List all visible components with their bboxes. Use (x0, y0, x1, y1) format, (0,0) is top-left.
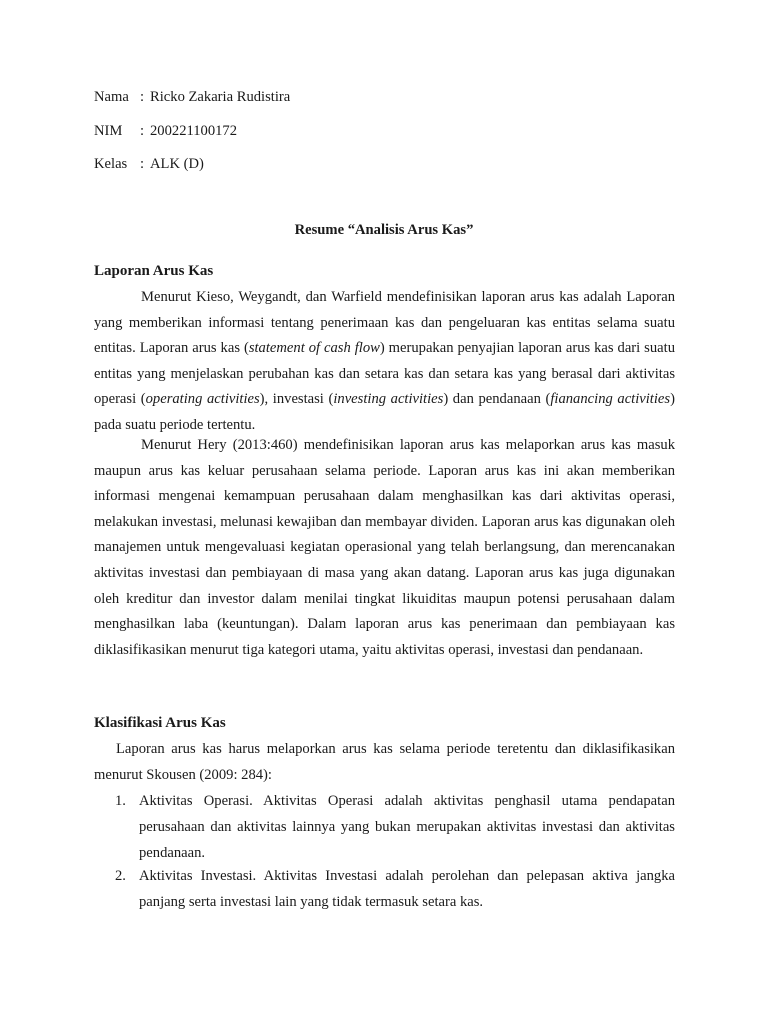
nama-value: Ricko Zakaria Rudistira (150, 89, 291, 105)
kelas-label: Kelas (94, 156, 128, 172)
kelas-separator: : (140, 156, 145, 172)
italic-term: fianancing activities (550, 391, 671, 408)
paragraph-kieso (94, 285, 675, 439)
list-item-2 (115, 863, 675, 915)
nim-separator: : (140, 123, 145, 139)
list-number: 1. (115, 793, 126, 809)
text-run: ), investasi ( (259, 391, 334, 408)
nim-value: 200221100172 (150, 123, 238, 139)
list-text: Aktivitas Investasi. Aktivitas Investasi adalah perolehan dan pelepasan aktiva jangka panjang serta investasi lain yang tidak termasuk setara kas. (139, 868, 675, 910)
ident-kelas (94, 155, 204, 173)
nama-label: Nama (94, 89, 129, 105)
paragraph-intro: Laporan arus kas harus melaporkan arus kas selama periode teretentu dan diklasifikasikan menurut Skousen (2009: 284): (94, 741, 675, 783)
italic-term: operating activities (145, 391, 260, 408)
document-title: Resume “Analisis Arus Kas” (294, 222, 474, 238)
text-run: Menurut Kieso, Weygandt, dan Warfield mendefinisikan laporan arus kas adalah Laporan yang memberikan informasi tentang penerimaan kas dan pengeluaran kas entitas selama suatu entitas. Laporan arus kas ( (94, 289, 675, 357)
paragraph-hery: Menurut Hery (2013:460) mendefinisikan laporan arus kas melaporkan arus kas masuk maupun arus kas keluar perusahaan selama periode. Laporan arus kas ini akan memberikan informasi mengenai kemampuan perusahaan dalam menghasilkan kas dari aktivitas operasi, melakukan investasi, melunasi kewajiban dan membayar dividen. Laporan arus kas digunakan oleh manajemen untuk mengevaluasi kegiatan operasional yang telah berlangsung, dan merencanakan aktivitas investasi dan pembiayaan di masa yang akan datang. Laporan arus kas juga digunakan oleh kreditur dan investor dalam menilai tingkat likuiditas maupun potensi perusahaan dalam menghasilkan laba (keuntungan). Dalam laporan arus kas penerimaan dan pembiayaan kas diklasifikasikan menurut tiga kategori utama, yaitu aktivitas operasi, investasi dan pendanaan. (94, 437, 675, 658)
ident-nim (94, 122, 237, 140)
nama-separator: : (140, 89, 145, 105)
list-text: Aktivitas Operasi. Aktivitas Operasi adalah aktivitas penghasil utama pendapatan perusahaan dan aktivitas lainnya yang bukan merupakan aktivitas investasi dan aktivitas pendanaan. (139, 793, 675, 861)
italic-term: investing activities (333, 391, 444, 408)
ident-nama (94, 88, 290, 106)
section-heading-klasifikasi: Klasifikasi Arus Kas (94, 715, 226, 731)
text-run: ) pada suatu periode tertentu. (94, 391, 675, 433)
section-heading-laporan: Laporan Arus Kas (94, 263, 214, 279)
kelas-value: ALK (D) (150, 156, 204, 172)
list-number: 2. (115, 868, 126, 884)
text-run: ) dan pendanaan ( (443, 391, 551, 408)
nim-label: NIM (94, 123, 123, 139)
list-item-1 (115, 788, 675, 866)
italic-term: statement of cash flow (248, 340, 380, 357)
text-run: ) merupakan penyajian laporan arus kas dari suatu entitas yang menjelaskan perubahan kas dan setara kas dan setara kas yang berasal dari aktivitas operasi ( (94, 340, 675, 408)
